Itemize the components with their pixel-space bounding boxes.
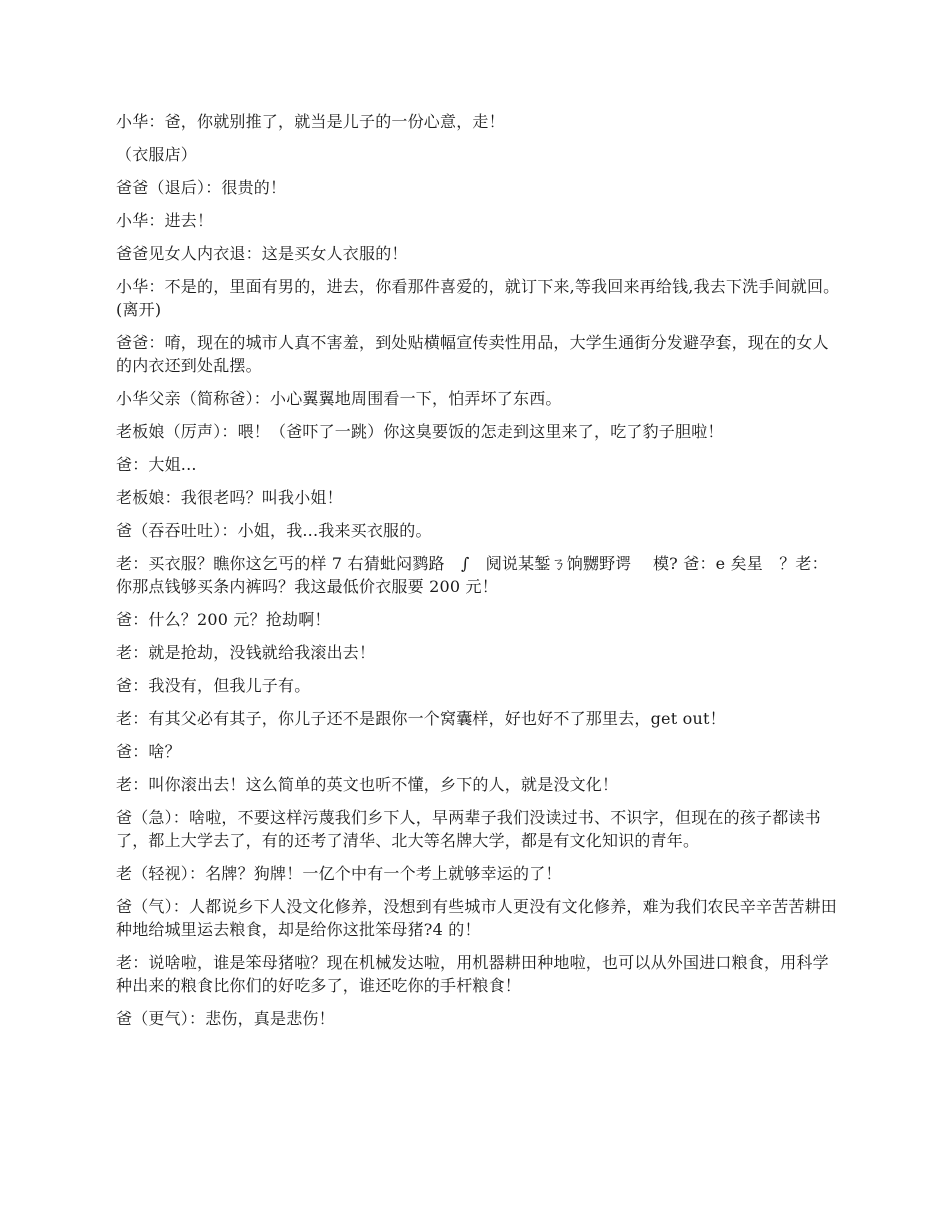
dialogue-line: 小华父亲（简称爸）：小心翼翼地周围看一下，怕弄坏了东西。 [116,389,562,408]
dialogue-line: 老：有其父必有其子，你儿子还不是跟你一个窝囊样，好也好不了那里去，get out！ [116,709,726,728]
dialogue-line: 爸爸（退后）：很贵的！ [116,178,287,197]
dialogue-line: 爸（吞吞吐吐）：小姐，我...我来买衣服的。 [116,521,432,540]
dialogue-line: 爸：啥？ [116,742,181,761]
dialogue-line: 爸：什么？200 元？抢劫啊！ [116,610,331,629]
dialogue-line: 爸（气）：人都说乡下人没文化修养，没想到有些城市人更没有文化修养，难为我们农民辛辛苦苦耕田种地给城里运去粮食，却是给你这批笨母猪?4 的！ [116,897,838,939]
dialogue-line: 老：就是抢劫，没钱就给我滚出去！ [116,643,376,662]
dialogue-line: 爸爸：唷，现在的城市人真不害羞，到处贴横幅宣传卖性用品，大学生通街分发避孕套，现在的女人的内衣还到处乱摆。 [116,333,829,375]
dialogue-line: 爸：大姐... [116,455,197,474]
dialogue-line: 老：叫你滚出去！这么简单的英文也听不懂，乡下的人，就是没文化！ [116,775,619,794]
dialogue-line: 老板娘（厉声）：喂！（爸吓了一跳）你这臭要饭的怎走到这里来了，吃了豹子胆啦！ [116,422,724,441]
dialogue-line: 小华：不是的，里面有男的，进去，你看那件喜爱的，就订下来,等我回来再给钱,我去下洗手间就回。(离开) [116,277,840,319]
dialogue-line: 爸爸见女人内衣退：这是买女人衣服的！ [116,244,408,263]
dialogue-line: 小华：爸，你就别推了，就当是儿子的一份心意，走！ [116,112,505,131]
dialogue-line: 老：说啥啦，谁是笨母猪啦？现在机械发达啦，用机器耕田种地啦，也可以从外国进口粮食，用科学种出来的粮食比你们的好吃多了，谁还吃你的手杆粮食！ [116,953,829,995]
dialogue-line: 爸（急）：啥啦，不要这样污蔑我们乡下人，早两辈子我们没读过书、不识字，但现在的孩子都读书了，都上大学去了，有的还考了清华、北大等名牌大学，都是有文化知识的青年。 [116,808,821,850]
dialogue-line: 爸（更气）：悲伤，真是悲伤！ [116,1009,335,1028]
dialogue-line: 爸：我没有，但我儿子有。 [116,676,311,695]
dialogue-line: 老：买衣服？瞧你这乞丐的样 7 右猜蚍闷鹨路 ∫ 阋说某錾ㄋ饷嬲野谔 模? 爸：e 矣星 ？老：你那点钱够买条内裤吗？我这最低价衣服要 200 元！ [116,554,828,596]
dialogue-line: 小华：进去！ [116,211,214,230]
dialogue-line: 老板娘：我很老吗？叫我小姐！ [116,488,343,507]
scene-direction: （衣服店） [116,145,198,164]
document-body [116,110,841,1040]
dialogue-line: 老（轻视）：名牌？狗牌！一亿个中有一个考上就够幸运的了！ [116,864,562,883]
